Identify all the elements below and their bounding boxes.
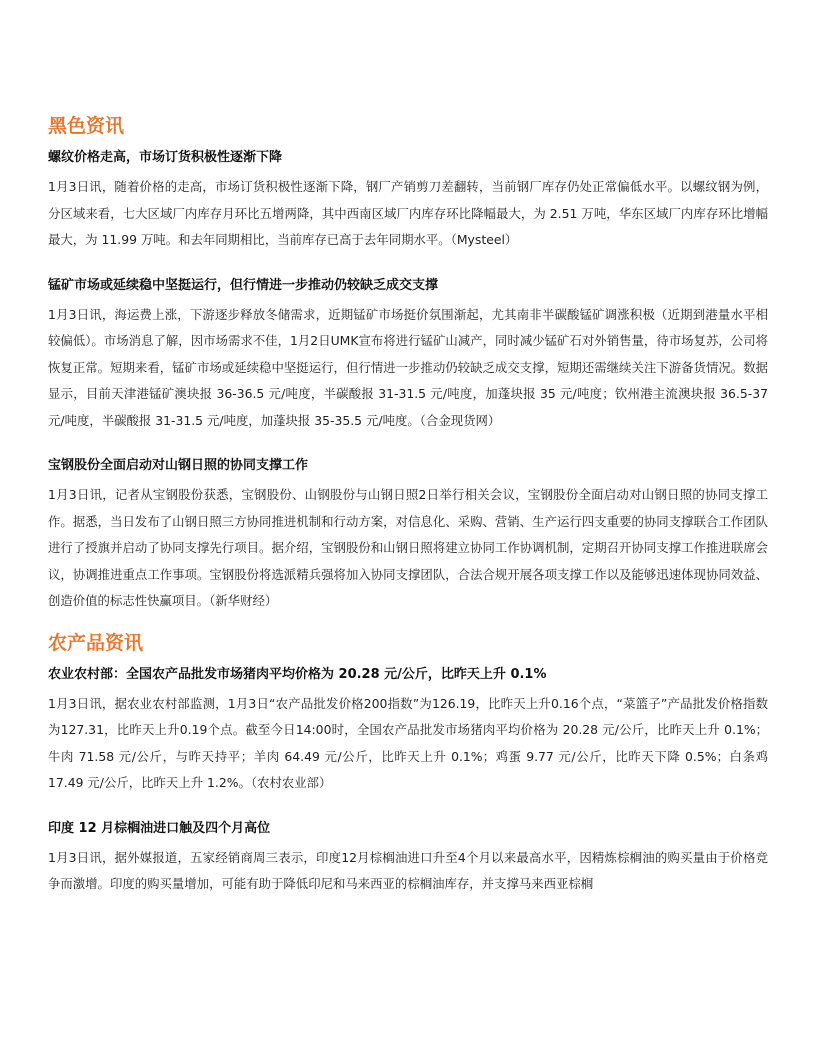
article [48,276,768,435]
article [48,665,768,797]
article-headline: 锰矿市场或延续稳中坚挺运行，但行情进一步推动仍较缺乏成交支撑 [48,277,439,293]
section-title-agri: 农产品资讯 [48,631,144,654]
article-headline: 印度 12 月棕榈油进口触及四个月高位 [48,820,271,836]
article-body: 1月3日讯，据农业农村部监测，1月3日“农产品批发价格200指数”为126.19，比昨天上升0.16个点，“菜篮子”产品批发价格指数为127.31，比昨天上升0.19个点。截至今日14:00时，全国农产品批发市场猪肉平均价格为 20.28 元/公斤，比昨天上升 0.1%；牛肉 71.58 元/公斤，与昨天持平；羊肉 64.49 元/公斤，比昨天上升 0.1%；鸡蛋 9.77 元/公斤，比昨天下降 0.5%；白条鸡 17.49 元/公斤，比昨天上升 1.2%。（农村农业部） [48,695,768,790]
article-headline: 螺纹价格走高，市场订货积极性逐渐下降 [48,150,283,165]
article-body: 1月3日讯，据外媒报道，五家经销商周三表示，印度12月棕榈油进口升至4个月以来最高水平，因精炼棕榈油的购买量由于价格竞争而激增。印度的购买量增加，可能有助于降低印尼和马来西亚的棕榈油库存，并支撑马来西亚棕榈 [48,849,768,891]
article-body: 1月3日讯，随着价格的走高，市场订货积极性逐渐下降，钢厂产销剪刀差翻转，当前钢厂库存仍处正常偏低水平。以螺纹钢为例，分区域来看，七大区域厂内库存月环比五增两降，其中西南区域厂内库存环比降幅最大，为 2.51 万吨，华东区域厂内库存环比增幅最大，为 11.99 万吨。和去年同期相比，当前库存已高于去年同期水平。（Mysteel） [48,179,768,247]
article [48,819,768,898]
article [48,148,768,254]
article-body: 1月3日讯，记者从宝钢股份获悉，宝钢股份、山钢股份与山钢日照2日举行相关会议，宝钢股份全面启动对山钢日照的协同支撑工作。据悉，当日发布了山钢日照三方协同推进机制和行动方案，对信息化、采购、营销、生产运行四支重要的协同支撑联合工作团队进行了授旗并启动了协同支撑先行项目。据介绍，宝钢股份和山钢日照将建立协同工作协调机制，定期召开协同支撑工作推进联席会议，协调推进重点工作事项。宝钢股份将选派精兵强将加入协同支撑团队，合法合规开展各项支撑工作以及能够迅速体现协同效益、创造价值的标志性快赢项目。（新华财经） [48,487,768,608]
article-headline: 农业农村部：全国农产品批发市场猪肉平均价格为 20.28 元/公斤，比昨天上升 0.1% [48,666,547,682]
article-headline: 宝钢股份全面启动对山钢日照的协同支撑工作 [48,458,309,473]
document-content [48,112,768,898]
article [48,456,768,615]
section-title-black: 黑色资讯 [48,115,125,137]
article-body: 1月3日讯，海运费上涨，下游逐步释放冬储需求，近期锰矿市场挺价氛围渐起，尤其南非半碳酸锰矿调涨积极（近期到港量水平相较偏低）。市场消息了解，因市场需求不佳，1月2日UMK宣布将进行锰矿山减产，同时减少锰矿石对外销售量，待市场复苏，公司将恢复正常。短期来看，锰矿市场或延续稳中坚挺运行，但行情进一步推动仍较缺乏成交支撑，短期还需继续关注下游备货情况。数据显示，目前天津港锰矿澳块报 36-36.5 元/吨度，半碳酸报 31-31.5 元/吨度，加蓬块报 35 元/吨度；钦州港主流澳块报 36.5-37 元/吨度，半碳酸报 31-31.5 元/吨度，加蓬块报 35-35.5 元/吨度。（合金现货网） [48,306,768,428]
